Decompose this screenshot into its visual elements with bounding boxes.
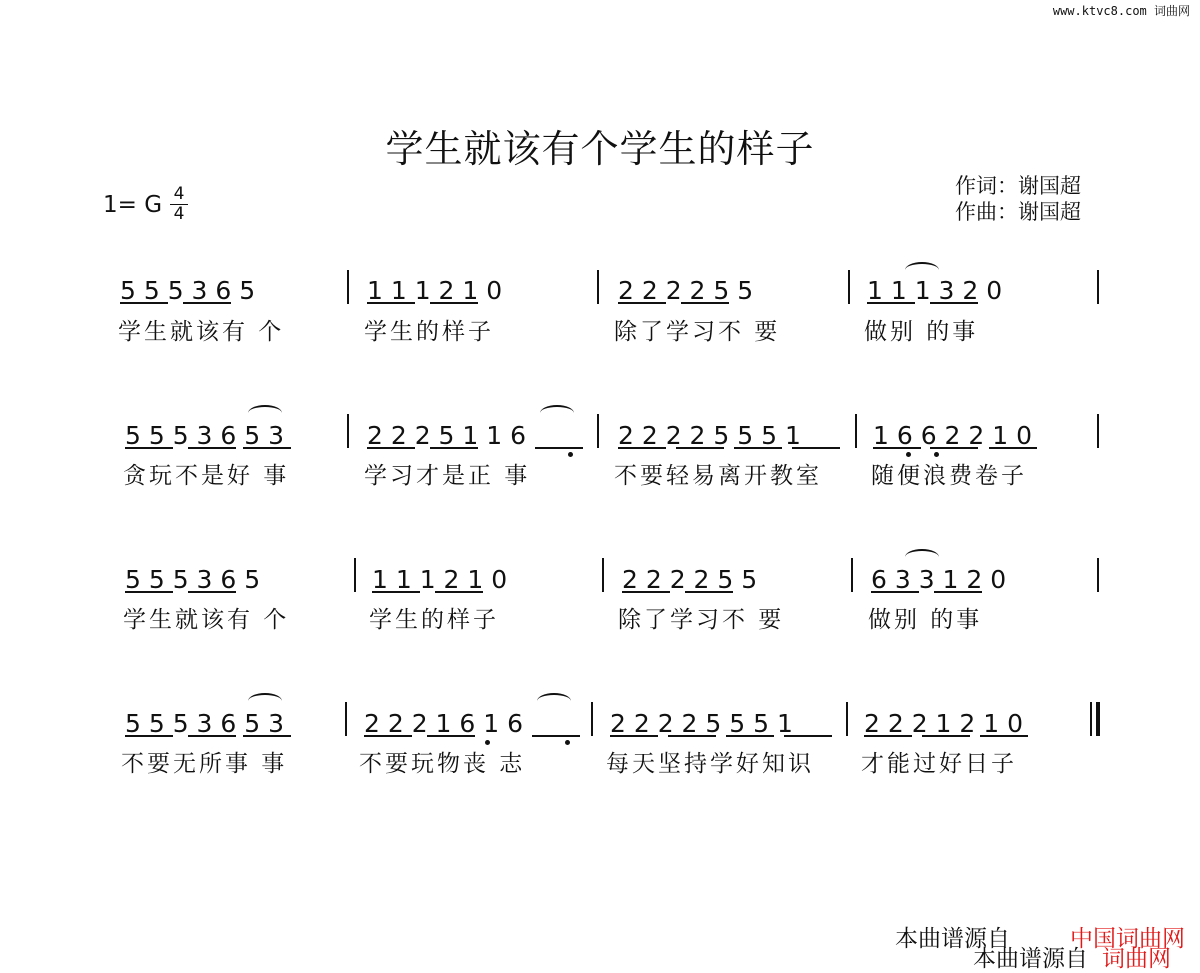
underline [243, 735, 291, 737]
measure-notes: 2 2 2 1 6 1 6 [364, 709, 524, 738]
footer-watermark-ghost [895, 920, 1185, 952]
underline [922, 735, 970, 737]
bar-line [851, 558, 853, 592]
measure-notes: 5 5 5 3 6 5 3 [125, 709, 285, 738]
bar-line [591, 702, 593, 736]
lyricist-credit: 作词：谢国超 [955, 174, 1081, 198]
underline [188, 447, 236, 449]
footer-watermark [973, 940, 1171, 973]
key-signature: 1= G [103, 192, 163, 218]
underline [676, 447, 724, 449]
low-octave-dot [934, 452, 939, 457]
bar-line [1097, 414, 1099, 448]
site-url: www.ktvc8.com 词曲网 [1052, 4, 1190, 18]
underline [873, 447, 921, 449]
underline [668, 735, 716, 737]
underline [989, 447, 1037, 449]
underline [427, 735, 475, 737]
footer-brand-link[interactable]: 词曲网 [1102, 946, 1171, 972]
bar-line [848, 270, 850, 304]
underline [622, 591, 670, 593]
underline [188, 591, 236, 593]
underline [792, 447, 840, 449]
slur [248, 405, 282, 421]
final-bar-line [1096, 702, 1100, 736]
underline [934, 591, 982, 593]
measure-notes: 2 2 2 2 5 5 5 1 [610, 709, 793, 738]
underline [125, 591, 173, 593]
lyrics-line: 不要轻易离开教室 [614, 463, 822, 489]
lyrics-line: 随便浪费卷子 [871, 463, 1027, 489]
underline [430, 447, 478, 449]
underline [243, 447, 291, 449]
underline [726, 735, 774, 737]
underline [125, 735, 173, 737]
lyrics-line: 不要玩物丧 志 [359, 751, 526, 777]
low-octave-dot [906, 452, 911, 457]
bar-line [1097, 558, 1099, 592]
measure-notes: 2 2 2 2 5 5 5 1 [618, 421, 801, 450]
time-signature-bottom: 4 [173, 204, 185, 224]
lyrics-line: 除了学习不 要 [614, 319, 781, 345]
lyrics-line: 学生就该有 个 [123, 607, 290, 633]
underline [372, 591, 420, 593]
low-octave-dot [485, 740, 490, 745]
lyrics-line: 学生的样子 [364, 319, 494, 345]
slur [905, 262, 939, 278]
bar-line [1090, 702, 1092, 736]
lyrics-line: 做别 的事 [864, 319, 979, 345]
underline [930, 447, 978, 449]
underline [535, 447, 583, 449]
measure-notes: 1 1 1 3 2 0 [867, 276, 1003, 305]
measure-notes: 5 5 5 3 6 5 [120, 276, 256, 305]
underline [618, 447, 666, 449]
low-octave-dot [568, 452, 573, 457]
bar-line [602, 558, 604, 592]
lyrics-line: 不要无所事 事 [121, 751, 288, 777]
underline [685, 591, 733, 593]
underline [930, 302, 978, 304]
underline [435, 591, 483, 593]
lyrics-line: 贪玩不是好 事 [123, 463, 290, 489]
underline [681, 302, 729, 304]
lyrics-line: 学习才是正 事 [364, 463, 531, 489]
time-signature-top: 4 [173, 184, 185, 204]
low-octave-dot [565, 740, 570, 745]
measure-notes: 1 1 1 2 1 0 [372, 565, 508, 594]
underline [125, 447, 173, 449]
measure-notes: 2 2 2 2 5 5 [622, 565, 758, 594]
time-signature [170, 186, 188, 223]
underline [188, 735, 236, 737]
underline [871, 591, 919, 593]
lyrics-line: 每天坚持学好知识 [606, 751, 814, 777]
underline [610, 735, 658, 737]
lyrics-line: 学生就该有 个 [118, 319, 285, 345]
bar-line [597, 270, 599, 304]
bar-line [597, 414, 599, 448]
measure-notes: 2 2 2 1 2 1 0 [864, 709, 1024, 738]
underline [784, 735, 832, 737]
footer-ghost-text: 本曲谱源自 [895, 926, 1010, 952]
underline [183, 302, 231, 304]
bar-line [855, 414, 857, 448]
bar-line [846, 702, 848, 736]
underline [367, 302, 415, 304]
measure-notes: 1 6 6 2 2 1 0 [873, 421, 1033, 450]
lyrics-line: 做别 的事 [868, 607, 983, 633]
underline [364, 735, 412, 737]
composer-credit: 作曲：谢国超 [955, 200, 1081, 224]
song-title: 学生就该有个学生的样子 [385, 127, 815, 171]
underline [532, 735, 580, 737]
underline [734, 447, 782, 449]
underline [980, 735, 1028, 737]
lyrics-line: 才能过好日子 [861, 751, 1017, 777]
measure-notes: 1 1 1 2 1 0 [367, 276, 503, 305]
measure-notes: 6 3 3 1 2 0 [871, 565, 1007, 594]
underline [864, 735, 912, 737]
bar-line [354, 558, 356, 592]
footer-source-text: 本曲谱源自 [973, 946, 1088, 972]
measure-notes: 2 2 2 2 5 5 [618, 276, 754, 305]
lyrics-line: 学生的样子 [369, 607, 499, 633]
underline [867, 302, 915, 304]
lyrics-line: 除了学习不 要 [618, 607, 785, 633]
measure-notes: 2 2 2 5 1 1 6 [367, 421, 527, 450]
underline [367, 447, 415, 449]
underline [618, 302, 666, 304]
bar-line [347, 270, 349, 304]
measure-notes: 5 5 5 3 6 5 [125, 565, 261, 594]
measure-notes: 5 5 5 3 6 5 3 [125, 421, 285, 450]
underline [430, 302, 478, 304]
underline [120, 302, 168, 304]
bar-line [1097, 270, 1099, 304]
bar-line [347, 414, 349, 448]
slur [248, 693, 282, 709]
slur [537, 693, 571, 709]
footer-ghost-brand: 中国词曲网 [1070, 926, 1185, 952]
slur [540, 405, 574, 421]
slur [905, 549, 939, 565]
bar-line [345, 702, 347, 736]
